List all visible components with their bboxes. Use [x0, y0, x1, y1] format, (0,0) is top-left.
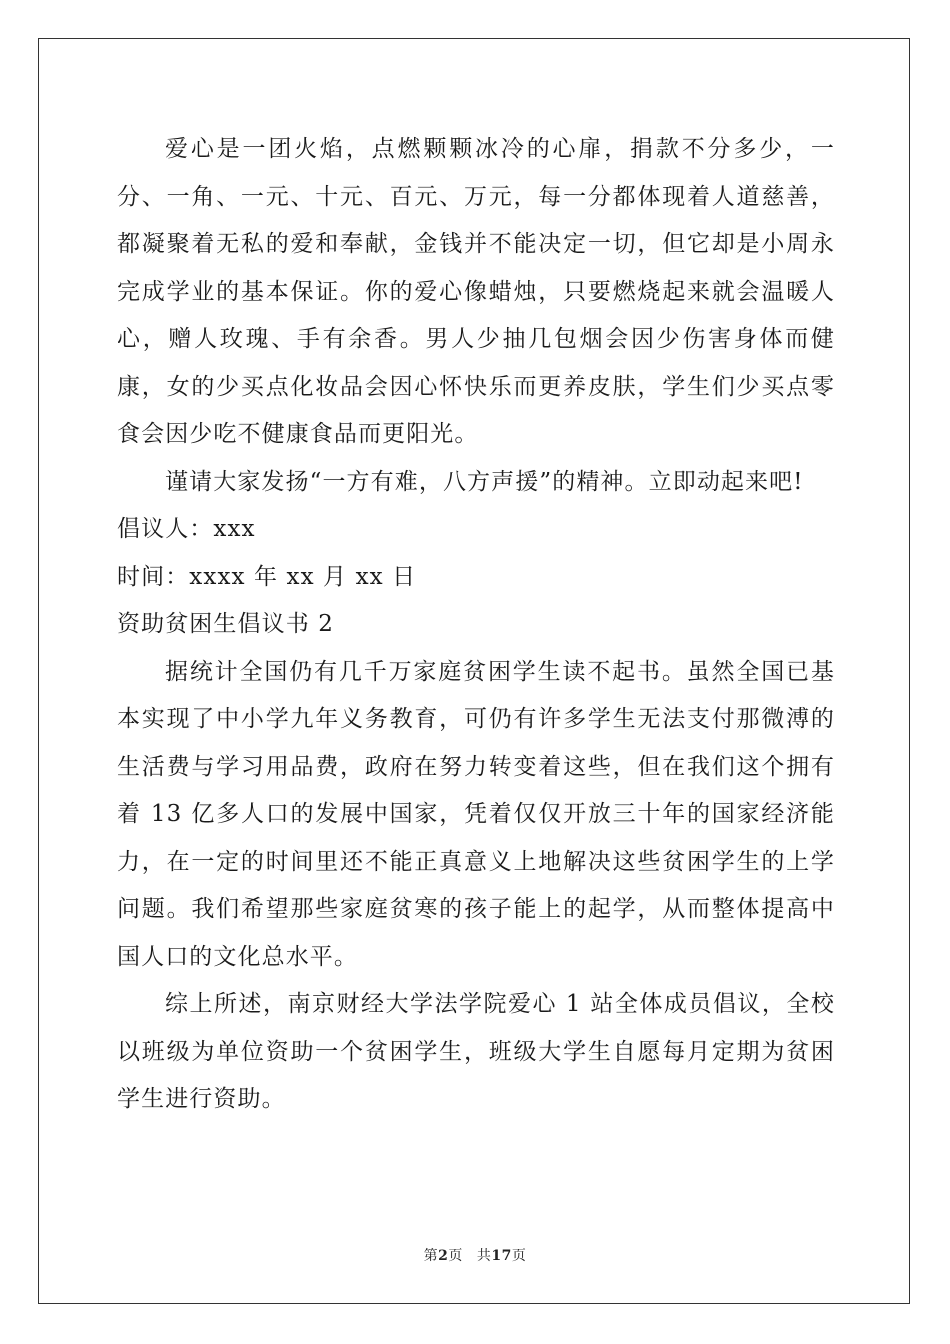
- document-body: [117, 126, 835, 1124]
- page-current: 2: [438, 1248, 449, 1264]
- paragraph-statistics: 据统计全国仍有几千万家庭贫困学生读不起书。虽然全国已基本实现了中小学九年义务教育，可仍有许多学生无法支付那微溥的生活费与学习用品费，政府在努力转变着这些，但在我们这个拥有着 13 亿多人口的发展中国家，凭着仅仅开放三十年的国家经济能力，在一定的时间里还不能正真意义上地解决这些贫困学生的上学问题。我们希望那些家庭贫寒的孩子能上的起学，从而整体提高中国人口的文化总水平。: [117, 658, 835, 970]
- paragraph-call-to-action: 谨请大家发扬“一方有难，八方声援”的精神。立即动起来吧!: [165, 468, 804, 495]
- section-title: 资助贫困生倡议书 2: [117, 611, 334, 637]
- page-total: 17: [491, 1248, 512, 1264]
- paragraph-appeal: 爱心是一团火焰，点燃颗颗冰冷的心扉，捐款不分多少，一分、一角、一元、十元、百元、万元，每一分都体现着人道慈善，都凝聚着无私的爱和奉献，金钱并不能决定一切，但它却是小周永完成学业的基本保证。你的爱心像蜡烛，只要燃烧起来就会温暖人心，赠人玫瑰、手有余香。男人少抽几包烟会因少伤害身体而健康，女的少买点化妆品会因心怀快乐而更养皮肤，学生们少买点零食会因少吃不健康食品而更阳光。: [117, 136, 835, 447]
- date-line: 时间：xxxx 年 xx 月 xx 日: [117, 563, 417, 590]
- paragraph-conclusion: 综上所述，南京财经大学法学院爱心 1 站全体成员倡议，全校以班级为单位资助一个贫困学生，班级大学生自愿每月定期为贫困学生进行资助。: [117, 991, 835, 1112]
- total-prefix: 共: [476, 1248, 492, 1264]
- page-footer: [0, 1245, 950, 1265]
- initiator-line: 倡议人：xxx: [117, 516, 256, 542]
- page-unit: 页: [448, 1248, 463, 1264]
- total-unit: 页: [511, 1248, 527, 1264]
- page-prefix: 第: [423, 1248, 439, 1264]
